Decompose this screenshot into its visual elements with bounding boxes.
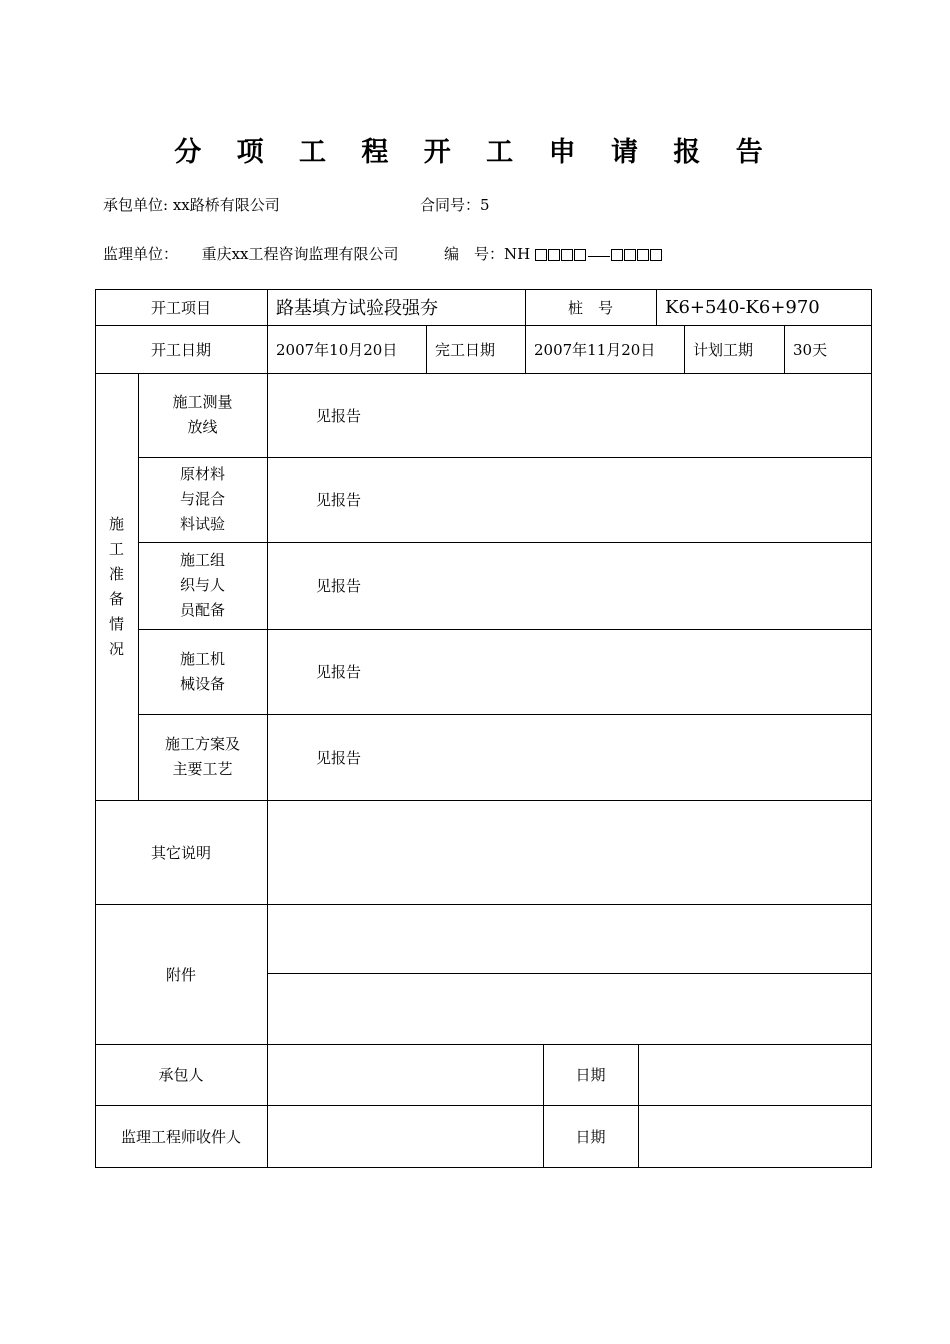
date-field[interactable]: [638, 1105, 871, 1167]
supervisor-line: [103, 243, 399, 264]
page-title: 分 项 工 程 开 工 申 请 报 告: [174, 137, 776, 168]
contractor-label: 承包单位:: [103, 196, 169, 214]
prep-item-label: 施工机械设备: [179, 649, 225, 693]
attachment-label: 附件: [165, 965, 196, 984]
prep-item-label: 施工测量放线: [172, 393, 233, 436]
start-date-label: 开工日期: [150, 340, 211, 359]
engineer-receiver-label: 监理工程师收件人: [120, 1127, 241, 1146]
prep-item-value: 见报告: [316, 406, 362, 425]
plan-duration-value: 30天: [793, 340, 828, 359]
prep-item-label: 施工组织与人员配备: [179, 551, 225, 619]
engineer-receiver-field[interactable]: [267, 1105, 543, 1167]
stake-label: 桩 号: [567, 298, 613, 317]
other-remarks-label: 其它说明: [150, 843, 211, 862]
attachment-field[interactable]: [267, 973, 871, 1044]
start-date-value: 2007年10月20日: [276, 340, 398, 359]
prep-item-value: 见报告: [316, 748, 362, 767]
contractor-sign-label: 承包人: [158, 1066, 204, 1084]
date-label: 日期: [575, 1127, 606, 1146]
attachment-field[interactable]: [267, 904, 871, 973]
serial-number-boxes: [535, 247, 663, 265]
plan-duration-label: 计划工期: [693, 340, 754, 359]
contract-no-value: 5: [480, 196, 490, 214]
contractor-line: [103, 194, 280, 215]
end-date-value: 2007年11月20日: [534, 340, 656, 359]
prep-group-label: 施工准备情况: [108, 514, 124, 658]
serial-prefix: NH: [504, 245, 531, 263]
prep-item-value: 见报告: [316, 491, 362, 509]
supervisor-label: 监理单位：: [103, 245, 179, 263]
contractor-sign-field[interactable]: [267, 1044, 543, 1105]
prep-item-label: 施工方案及主要工艺: [164, 735, 240, 778]
prep-item-label: 原材料与混合料试验: [179, 465, 225, 533]
prep-item-value: 见报告: [316, 577, 362, 595]
project-value: 路基填方试验段强夯: [276, 298, 438, 319]
serial-line: [444, 243, 663, 265]
project-label: 开工项目: [150, 298, 211, 317]
serial-label: 编 号：: [444, 245, 505, 263]
end-date-label: 完工日期: [435, 340, 496, 359]
other-remarks-field[interactable]: [267, 800, 871, 904]
prep-item-value: 见报告: [316, 663, 362, 681]
contract-no-line: [420, 194, 490, 215]
date-field[interactable]: [638, 1044, 871, 1105]
contract-no-label: 合同号：: [420, 196, 481, 214]
contractor-value: xx路桥有限公司: [172, 196, 280, 214]
date-label: 日期: [575, 1066, 606, 1084]
stake-value: K6+540-K6+970: [665, 296, 820, 318]
supervisor-value: 重庆xx工程咨询监理有限公司: [201, 245, 399, 263]
